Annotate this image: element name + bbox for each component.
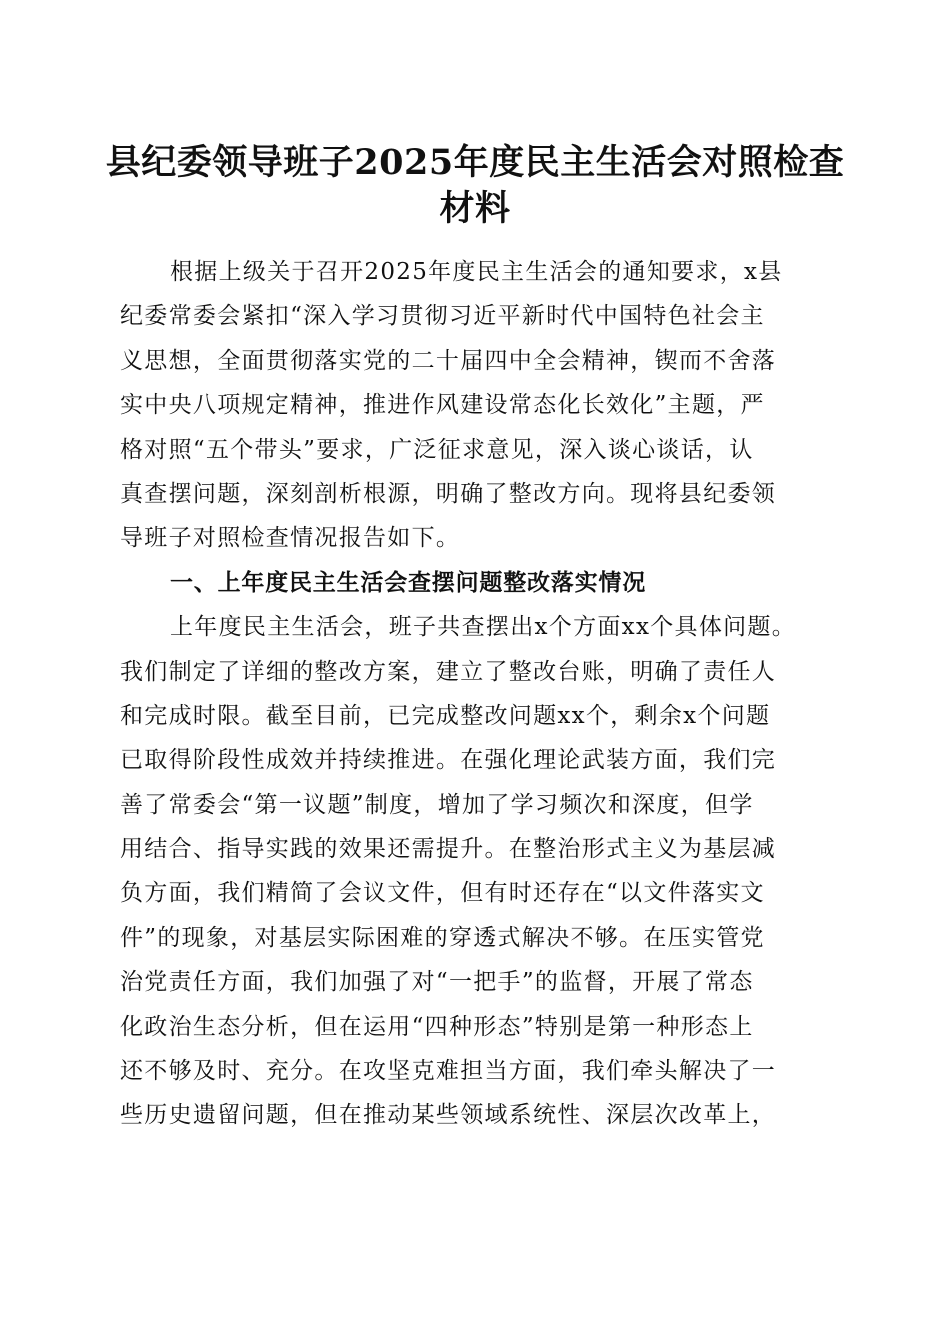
paragraph-line: 导班子对照检查情况报告如下。 [120, 525, 461, 552]
paragraph-line: 纪委常委会紧扣“深入学习贯彻习近平新时代中国特色社会主 [120, 303, 765, 330]
paragraph-line: 还不够及时、充分。在攻坚克难担当方面，我们牵头解决了一 [120, 1058, 777, 1085]
paragraph-line: 件”的现象，对基层实际困难的穿透式解决不够。在压实管党 [120, 924, 765, 951]
paragraph-line: 用结合、指导实践的效果还需提升。在整治形式主义为基层减 [120, 836, 777, 863]
paragraph-line: 些历史遗留问题，但在推动某些领域系统性、深层次改革上， [120, 1102, 777, 1129]
paragraph-line: 和完成时限。截至目前，已完成整改问题xx个，剩余x个问题 [120, 702, 771, 729]
paragraph-line: 我们制定了详细的整改方案，建立了整改台账，明确了责任人 [120, 658, 777, 685]
paragraph-line: 实中央八项规定精神，推进作风建设常态化长效化”主题，严 [120, 392, 765, 419]
document-title: 县纪委领导班子2025年度民主生活会对照检查材料 [105, 142, 845, 229]
paragraph-line: 负方面，我们精简了会议文件，但有时还存在“以文件落实文 [120, 880, 765, 907]
paragraph-line: 已取得阶段性成效并持续推进。在强化理论武装方面，我们完 [120, 747, 777, 774]
paragraph-line: 上年度民主生活会，班子共查摆出x个方面xx个具体问题。 [170, 614, 797, 641]
paragraph-line: 化政治生态分析，但在运用“四种形态”特别是第一种形态上 [120, 1013, 754, 1040]
document-body [120, 250, 830, 1138]
paragraph-line: 格对照“五个带头”要求，广泛征求意见，深入谈心谈话，认 [120, 436, 754, 463]
paragraph-line: 义思想，全面贯彻落实党的二十届四中全会精神，锲而不舍落 [120, 347, 777, 374]
section-heading: 一、上年度民主生活会查摆问题整改落实情况 [170, 569, 646, 596]
paragraph-line: 治党责任方面，我们加强了对“一把手”的监督，开展了常态 [120, 969, 754, 996]
paragraph-line: 善了常委会“第一议题”制度，增加了学习频次和深度，但学 [120, 791, 754, 818]
paragraph-line: 根据上级关于召开2025年度民主生活会的通知要求，x县 [170, 259, 783, 285]
paragraph-line: 真查摆问题，深刻剖析根源，明确了整改方向。现将县纪委领 [120, 480, 777, 507]
